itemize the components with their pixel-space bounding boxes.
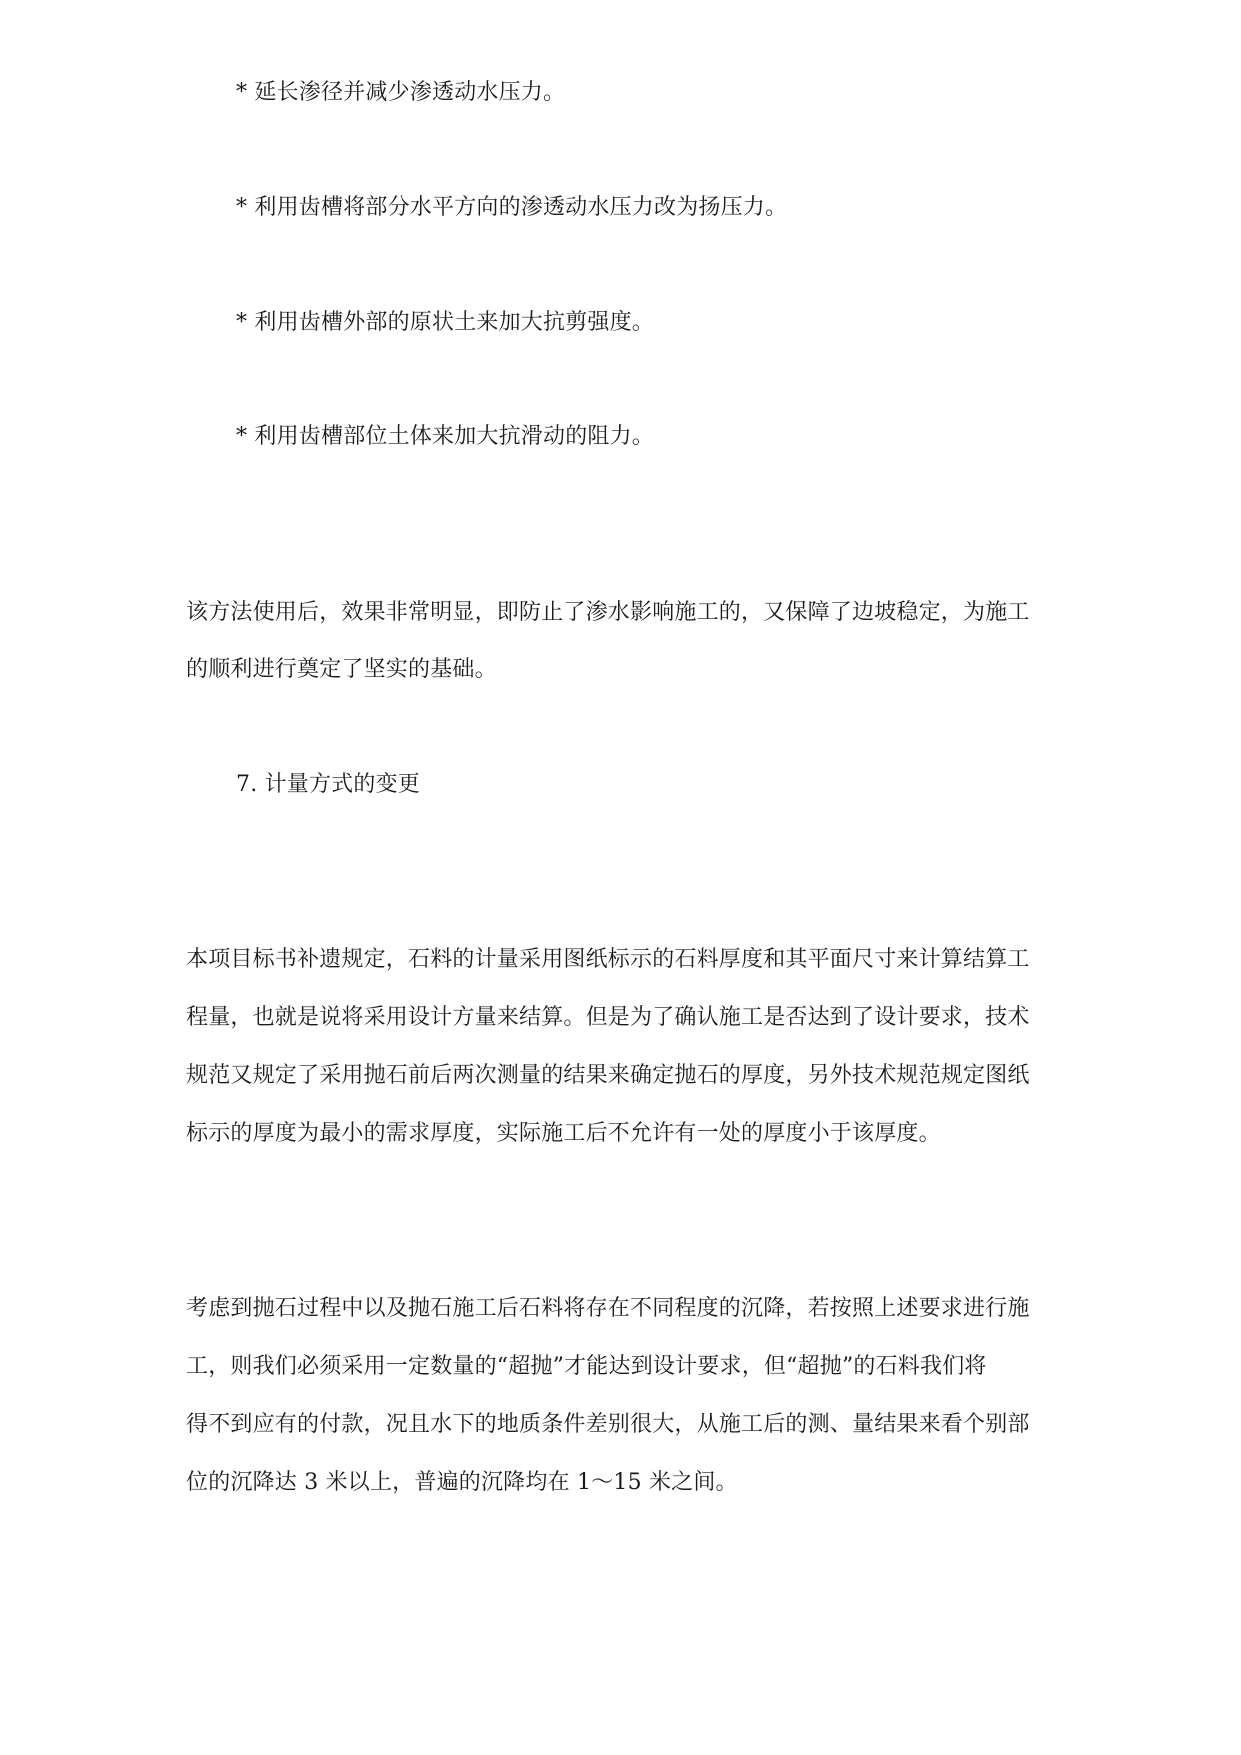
paragraph-line: 本项目标书补遗规定，石料的计量采用图纸标示的石料厚度和其平面尺寸来计算结算工 — [186, 947, 1030, 972]
paragraph-line: 工，则我们必须采用一定数量的“超抛”才能达到设计要求，但“超抛”的石料我们将 — [186, 1354, 987, 1379]
section-heading: 7. 计量方式的变更 — [236, 772, 420, 797]
paragraph-line: 标示的厚度为最小的需求厚度，实际施工后不允许有一处的厚度小于该厚度。 — [186, 1121, 941, 1146]
paragraph-line: 得不到应有的付款，况且水下的地质条件差别很大，从施工后的测、量结果来看个别部 — [186, 1412, 1030, 1437]
paragraph-line: 程量，也就是说将采用设计方量来结算。但是为了确认施工是否达到了设计要求，技术 — [186, 1005, 1030, 1030]
bullet-item: * 利用齿槽外部的原状土来加大抗剪强度。 — [236, 310, 654, 335]
bullet-item: * 利用齿槽部位土体来加大抗滑动的阻力。 — [236, 424, 654, 449]
paragraph-line: 的顺利进行奠定了坚实的基础。 — [186, 657, 497, 682]
paragraph-line: 规范又规定了采用抛石前后两次测量的结果来确定抛石的厚度，另外技术规范规定图纸 — [186, 1063, 1030, 1088]
bullet-item: * 利用齿槽将部分水平方向的渗透动水压力改为扬压力。 — [236, 195, 788, 220]
paragraph-line: 考虑到抛石过程中以及抛石施工后石料将存在不同程度的沉降，若按照上述要求进行施 — [186, 1296, 1030, 1321]
paragraph-line: 位的沉降达 3 米以上，普遍的沉降均在 1～15 米之间。 — [186, 1470, 738, 1495]
bullet-item: * 延长渗径并减少渗透动水压力。 — [236, 80, 566, 105]
paragraph-line: 该方法使用后，效果非常明显，即防止了渗水影响施工的，又保障了边坡稳定，为施工 — [186, 600, 1030, 625]
